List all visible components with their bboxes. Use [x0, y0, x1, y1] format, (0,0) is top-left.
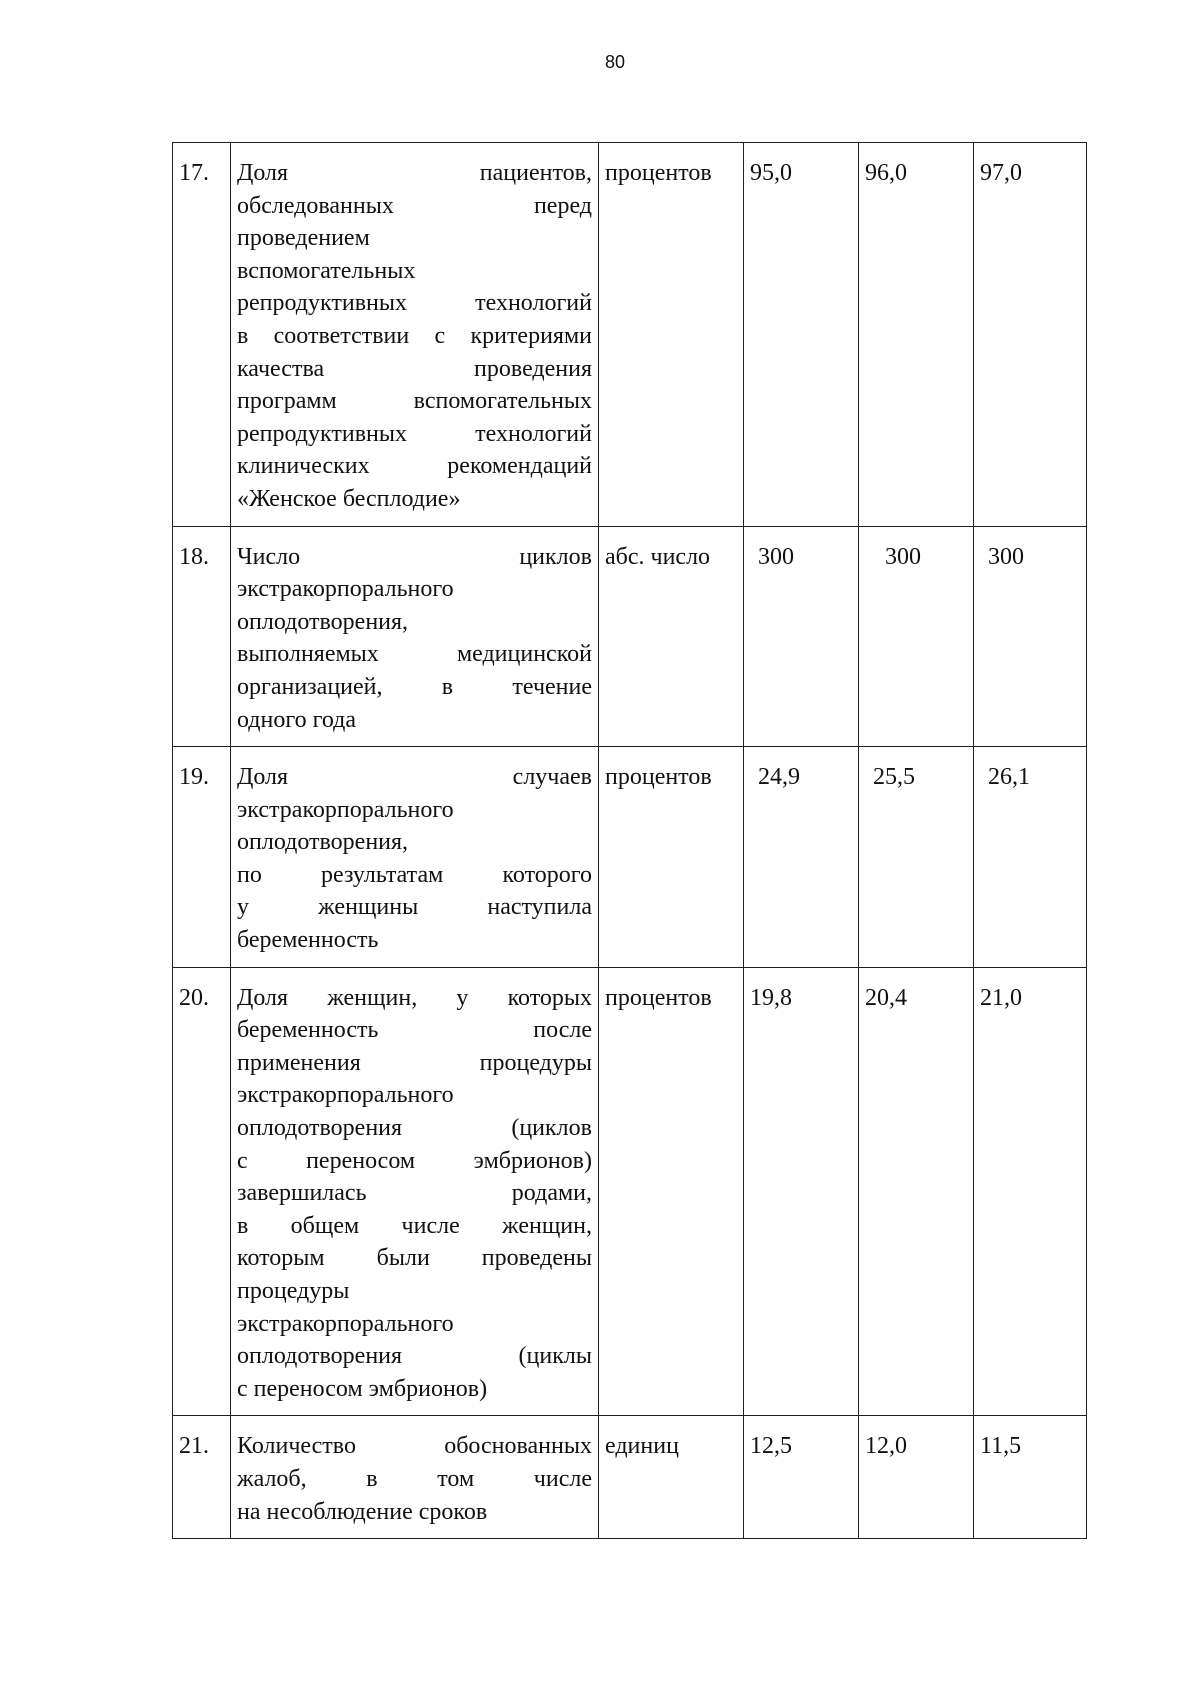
indicator-name-line: Доля пациентов, — [237, 160, 592, 186]
indicators-table — [172, 142, 1087, 1539]
table-row — [173, 526, 1087, 747]
indicator-name-line: применения процедуры — [237, 1049, 592, 1076]
indicator-name-line: Доля случаев — [237, 764, 592, 791]
indicator-name-line: экстракорпорального — [237, 1082, 454, 1109]
row-number: 19. — [173, 747, 231, 968]
row-number: 18. — [173, 526, 231, 747]
value-year-3: 11,5 — [974, 1416, 1087, 1539]
indicator-name-line: в общем числе женщин, — [237, 1212, 592, 1239]
indicator-name-line: оплодотворения, — [237, 608, 409, 635]
value-year-1: 24,9 — [744, 747, 859, 968]
unit-of-measure: процентов — [599, 143, 744, 527]
value-year-2: 300 — [859, 526, 974, 747]
indicator-name-line: оплодотворения, — [237, 829, 409, 856]
row-number: 20. — [173, 967, 231, 1416]
value-year-3: 21,0 — [974, 967, 1087, 1416]
indicator-name-line: «Женское бесплодие» — [237, 485, 461, 512]
table-row — [173, 143, 1087, 527]
indicator-name-line: с переносом эмбрионов) — [237, 1375, 488, 1402]
indicator-name-line: Число циклов — [237, 543, 592, 570]
value-year-3: 97,0 — [974, 143, 1087, 527]
indicator-name — [231, 747, 599, 968]
unit-of-measure: абс. число — [599, 526, 744, 747]
indicator-name-line: у женщины наступила — [237, 894, 592, 921]
indicator-name-line: на несоблюдение сроков — [237, 1498, 488, 1525]
indicator-name-line: выполняемых медицинской — [237, 641, 592, 668]
indicator-name — [231, 967, 599, 1416]
indicator-name-line: в соответствии с критериями — [237, 322, 592, 349]
value-year-1: 19,8 — [744, 967, 859, 1416]
indicator-name-line: репродуктивных технологий — [237, 420, 592, 447]
indicator-name-line: одного года — [237, 706, 357, 733]
row-number: 21. — [173, 1416, 231, 1539]
indicator-name-line: экстракорпорального — [237, 1310, 454, 1337]
indicator-name-line: клинических рекомендаций — [237, 453, 592, 480]
indicator-name-line: обследованных перед — [237, 192, 592, 219]
value-year-1: 300 — [744, 526, 859, 747]
value-year-2: 25,5 — [859, 747, 974, 968]
indicator-name-line: завершилась родами, — [237, 1180, 592, 1207]
indicators-table-body — [173, 143, 1087, 1539]
value-year-1: 12,5 — [744, 1416, 859, 1539]
indicator-name-line: оплодотворения (циклов — [237, 1115, 592, 1142]
indicator-name-line: беременность — [237, 927, 379, 954]
indicator-name-line: оплодотворения (циклы — [237, 1343, 592, 1370]
row-number: 17. — [173, 143, 231, 527]
table-row — [173, 747, 1087, 968]
indicator-name — [231, 1416, 599, 1539]
indicator-name-line: экстракорпорального — [237, 796, 454, 823]
unit-of-measure: процентов — [599, 967, 744, 1416]
indicator-name-line: репродуктивных технологий — [237, 290, 592, 317]
indicator-name — [231, 143, 599, 527]
indicator-name-line: качества проведения — [237, 355, 592, 382]
indicator-name-line: организацией, в течение — [237, 673, 592, 700]
value-year-2: 96,0 — [859, 143, 974, 527]
value-year-2: 12,0 — [859, 1416, 974, 1539]
value-year-1: 95,0 — [744, 143, 859, 527]
indicator-name — [231, 526, 599, 747]
indicator-name-line: Количество обоснованных — [237, 1433, 592, 1460]
value-year-3: 300 — [974, 526, 1087, 747]
indicator-name-line: беременность после — [237, 1017, 592, 1044]
value-year-3: 26,1 — [974, 747, 1087, 968]
value-year-2: 20,4 — [859, 967, 974, 1416]
indicator-name-line: проведением — [237, 225, 370, 252]
unit-of-measure: процентов — [599, 747, 744, 968]
indicator-name-line: экстракорпорального — [237, 576, 454, 603]
indicator-name-line: которым были проведены — [237, 1245, 592, 1272]
unit-of-measure: единиц — [599, 1416, 744, 1539]
indicator-name-line: Доля женщин, у которых — [237, 984, 592, 1011]
table-row — [173, 1416, 1087, 1539]
page-number: 80 — [604, 52, 626, 72]
indicator-name-line: вспомогательных — [237, 257, 416, 284]
indicator-name-line: по результатам которого — [237, 861, 592, 888]
table-row — [173, 967, 1087, 1416]
indicator-name-line: с переносом эмбрионов) — [237, 1147, 592, 1174]
indicator-name-line: программ вспомогательных — [237, 388, 592, 415]
indicator-name-line: жалоб, в том числе — [237, 1465, 592, 1492]
indicator-name-line: процедуры — [237, 1278, 350, 1304]
